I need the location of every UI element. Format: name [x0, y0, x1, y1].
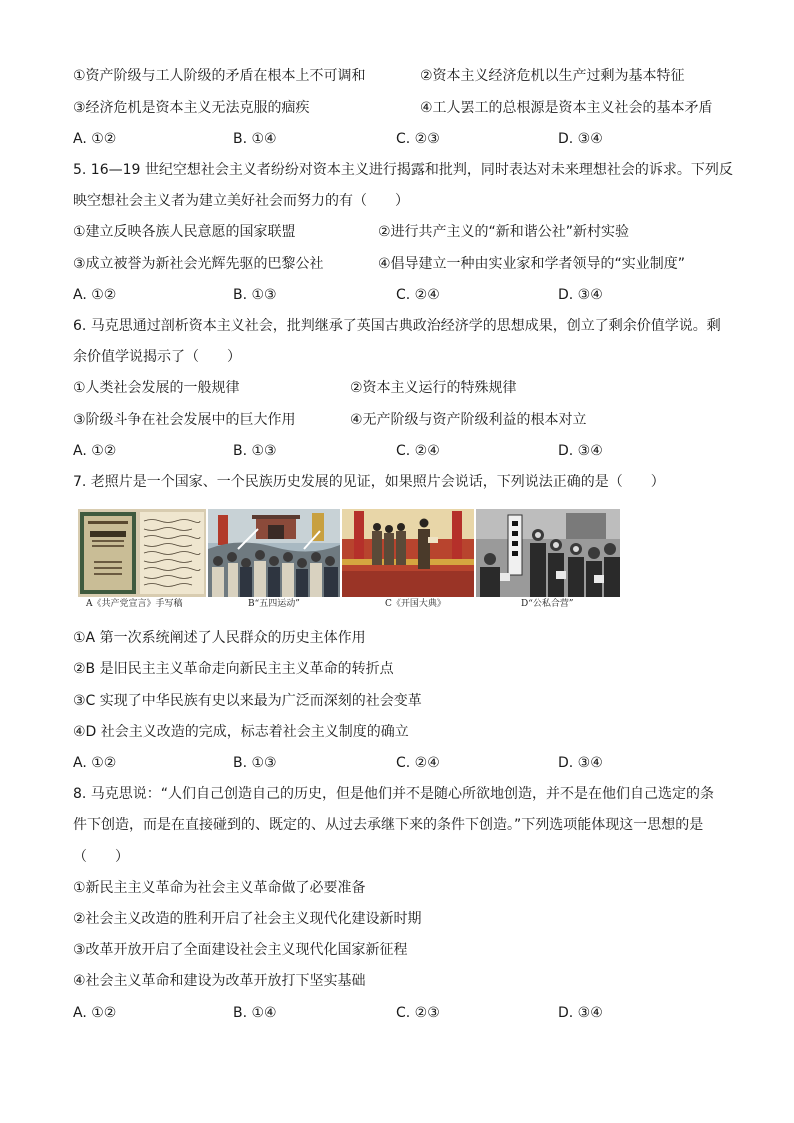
q7-photo-strip: [78, 509, 620, 597]
q8-stem-line-3: （ ）: [73, 849, 129, 865]
caption-b: B“五四运动”: [248, 599, 300, 609]
q8-stem-line-2: 件下创造，而是在直接碰到的、既定的、从过去承继下来的条件下创造。”下列选项能体现这一思想的是: [73, 817, 704, 833]
q8-statement-4: ④社会主义革命和建设为改革开放打下坚实基础: [73, 973, 366, 989]
q6-statement-1: ①人类社会发展的一般规律: [73, 380, 240, 396]
q7-statement-3: ③C 实现了中华民族有史以来最为广泛而深刻的社会变革: [73, 693, 422, 709]
q6-option-a: A. ①②: [73, 443, 117, 459]
q6-statement-4: ④无产阶级与资产阶级利益的根本对立: [350, 412, 587, 428]
q5-option-c: C. ②④: [396, 287, 440, 303]
q6-statement-3: ③阶级斗争在社会发展中的巨大作用: [73, 412, 296, 428]
q4-option-d: D. ③④: [558, 131, 603, 147]
q6-statement-2: ②资本主义运行的特殊规律: [350, 380, 517, 396]
photo-a-manuscript: [78, 509, 206, 597]
q6-stem-line-1: 6. 马克思通过剖析资本主义社会，批判继承了英国古典政治经济学的思想成果，创立了剩余价值学说。剩: [73, 318, 721, 334]
caption-d: D“公私合营”: [521, 599, 574, 609]
q8-option-c: C. ②③: [396, 1005, 440, 1021]
q4-statement-3: ③经济危机是资本主义无法克服的痼疾: [73, 100, 310, 116]
photo-c-founding-ceremony: [342, 509, 474, 597]
q5-statement-3: ③成立被誉为新社会光辉先驱的巴黎公社: [73, 256, 324, 272]
q5-stem-line-1: 5. 16—19 世纪空想社会主义者纷纷对资本主义进行揭露和批判，同时表达对未来理想社会的诉求。下列反: [73, 162, 733, 178]
q7-stem: 7. 老照片是一个国家、一个民族历史发展的见证，如果照片会说话，下列说法正确的是（ ）: [73, 474, 665, 490]
q8-option-d: D. ③④: [558, 1005, 603, 1021]
q7-option-b: B. ①③: [233, 755, 277, 771]
q8-option-b: B. ①④: [233, 1005, 277, 1021]
q7-statement-1: ①A 第一次系统阐述了人民群众的历史主体作用: [73, 630, 366, 646]
q4-option-c: C. ②③: [396, 131, 440, 147]
photo-d-public-private: [476, 509, 620, 597]
q4-statement-2: ②资本主义经济危机以生产过剩为基本特征: [420, 68, 685, 84]
q8-option-a: A. ①②: [73, 1005, 117, 1021]
q4-option-b: B. ①④: [233, 131, 277, 147]
q7-option-d: D. ③④: [558, 755, 603, 771]
q4-statement-4: ④工人罢工的总根源是资本主义社会的基本矛盾: [420, 100, 713, 116]
q7-option-c: C. ②④: [396, 755, 440, 771]
q4-option-a: A. ①②: [73, 131, 117, 147]
q8-statement-1: ①新民主主义革命为社会主义革命做了必要准备: [73, 880, 366, 896]
q7-statement-4: ④D 社会主义改造的完成，标志着社会主义制度的确立: [73, 724, 409, 740]
q8-statement-2: ②社会主义改造的胜利开启了社会主义现代化建设新时期: [73, 911, 422, 927]
q8-stem-line-1: 8. 马克思说：“人们自己创造自己的历史，但是他们并不是随心所欲地创造，并不是在他们自己选定的条: [73, 786, 715, 802]
caption-c: C《开国大典》: [385, 599, 446, 609]
q5-statement-1: ①建立反映各族人民意愿的国家联盟: [73, 224, 296, 240]
q4-statement-1: ①资产阶级与工人阶级的矛盾在根本上不可调和: [73, 68, 366, 84]
q5-stem-line-2: 映空想社会主义者为建立美好社会而努力的有（ ）: [73, 193, 409, 209]
q7-option-a: A. ①②: [73, 755, 117, 771]
q5-statement-4: ④倡导建立一种由实业家和学者领导的“实业制度”: [378, 256, 686, 272]
q5-option-b: B. ①③: [233, 287, 277, 303]
q6-stem-line-2: 余价值学说揭示了（ ）: [73, 349, 241, 365]
q8-statement-3: ③改革开放开启了全面建设社会主义现代化国家新征程: [73, 942, 408, 958]
caption-a: A《共产党宣言》手写稿: [86, 599, 183, 609]
q6-option-c: C. ②④: [396, 443, 440, 459]
q5-statement-2: ②进行共产主义的“新和谐公社”新村实验: [378, 224, 630, 240]
q6-option-b: B. ①③: [233, 443, 277, 459]
q6-option-d: D. ③④: [558, 443, 603, 459]
q7-statement-2: ②B 是旧民主主义革命走向新民主主义革命的转折点: [73, 661, 394, 677]
q5-option-a: A. ①②: [73, 287, 117, 303]
q5-option-d: D. ③④: [558, 287, 603, 303]
photo-b-may-fourth: [208, 509, 340, 597]
